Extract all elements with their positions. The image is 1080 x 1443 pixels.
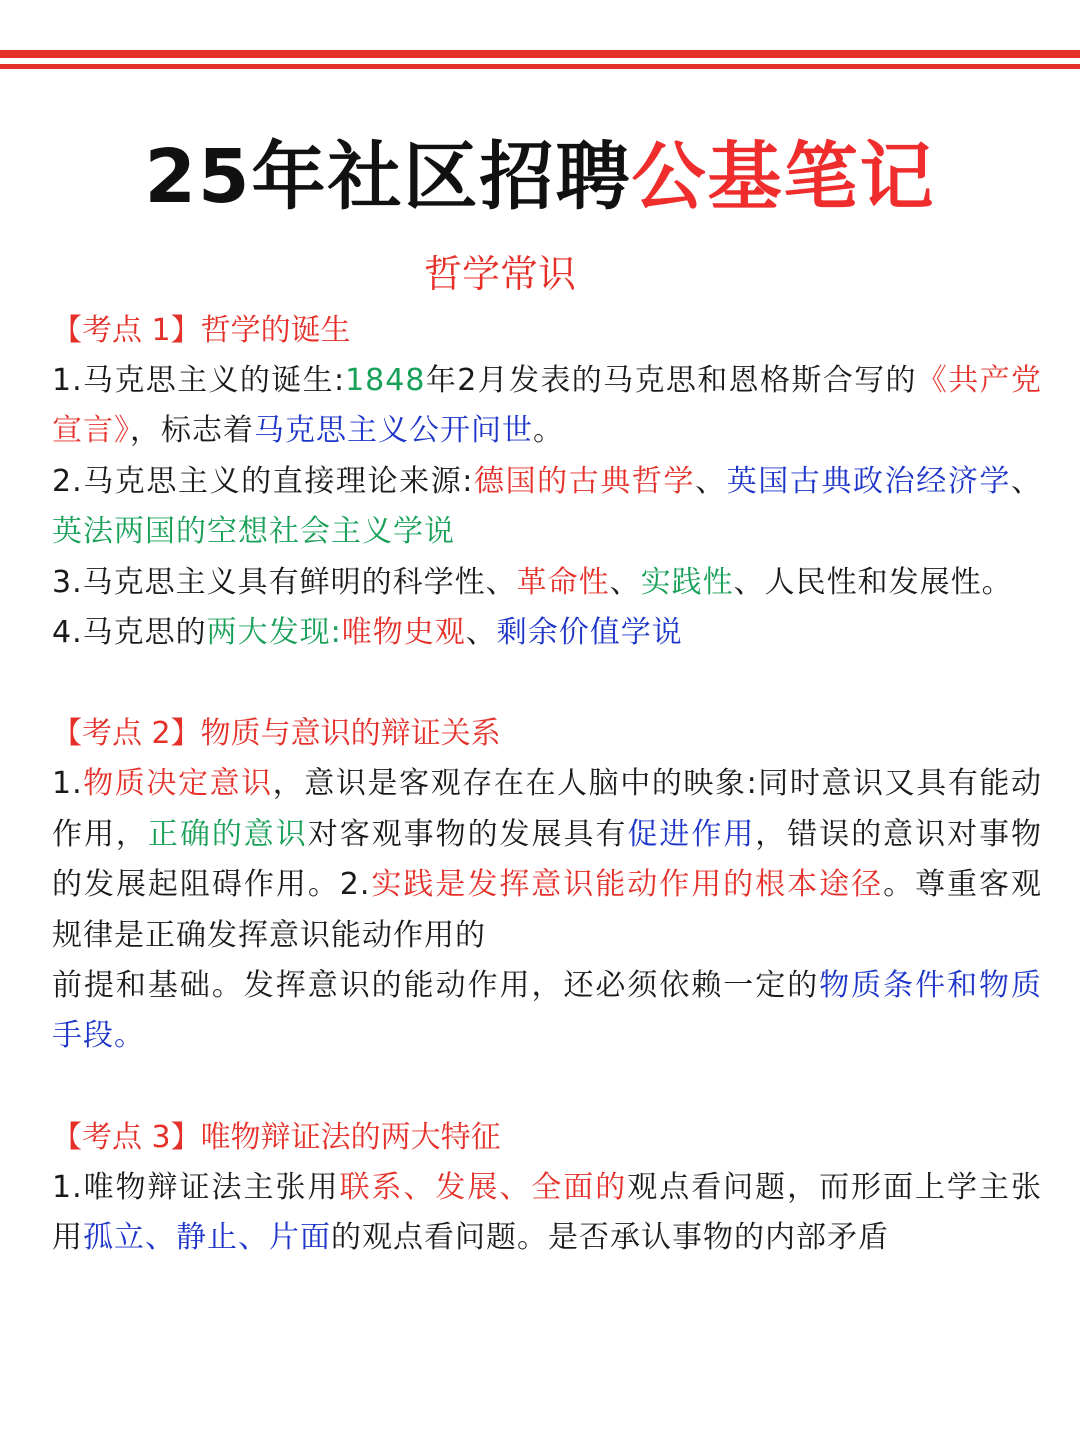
note-paragraph [52,759,1042,961]
text-segment: 、 [609,564,641,600]
text-segment: 1848 [345,363,426,398]
text-segment: 前提和基础。发挥意识的能动作用，还必须依赖一定的 [52,968,820,1004]
text-segment: 、 [465,615,497,651]
note-paragraph [52,457,1042,558]
text-segment: 。尊重客观规律是正确发挥意识能动作用的 [52,867,1043,953]
text-segment: 实践是发挥意识能动作用的根本途径 [370,867,884,903]
text-segment: 3.马克思主义具有鲜明的科学性、 [52,564,517,600]
title-part-1: 25年社区招聘 [144,134,632,220]
text-segment: 德国的古典哲学 [473,463,696,499]
text-segment: 联系、发展、全面的 [339,1169,628,1205]
text-segment: 观点看问题，而形面上学主张用 [52,1169,1042,1256]
text-segment: 的观点看问题。是否承认事物的内部矛盾 [331,1220,889,1256]
text-segment: 、 [1011,463,1043,499]
text-segment: 、人民性和发展性。 [733,564,1013,600]
section-gap [52,658,1042,709]
text-segment: 唯物史观 [341,615,466,651]
section-subtitle: 哲学常识 [423,252,576,296]
text-segment: 4.马克思的 [52,615,207,651]
text-segment: 英法两国的空想社会主义学说 [52,514,455,550]
text-segment: 1. [52,766,83,802]
text-segment: ，意识是客观存在在人脑中的映象:同时意识又具有能动作用， [52,766,1042,852]
text-segment: 《共产党宣言》 [52,363,1043,449]
text-segment: 物质决定意识 [82,766,273,802]
notes-content [52,306,1042,1264]
text-segment: 两大发现: [206,615,342,651]
text-segment: 。 [533,413,564,449]
text-segment: 。 [114,1018,145,1054]
text-segment: 1.马克思主义的诞生: [52,363,346,398]
text-segment: 正确的意识 [147,816,308,852]
text-segment: ，错误的意识对事物的发展起阻碍作用。2. [52,816,1043,903]
text-segment: 促进作用 [627,816,756,852]
text-segment: 2.马克思主义的直接理论来源: [52,463,474,499]
note-paragraph [52,558,1042,608]
text-segment: 1.唯物辩证法主张用 [52,1169,340,1205]
section-heading: 【考点 1】哲学的诞生 [52,313,351,348]
text-segment: 剩余价值学说 [496,615,683,651]
stripe-bottom [0,64,1080,69]
title-part-2: 公基笔记 [631,134,936,220]
text-segment: 孤立、静止、片面 [83,1220,331,1256]
text-segment: 、 [695,463,727,499]
text-segment: 年2月发表的马克思和恩格斯合写的 [425,363,917,398]
page-title [0,132,1080,222]
text-segment: 革命性 [516,564,610,600]
text-segment: 马克思主义公开问世 [254,413,533,449]
note-paragraph [52,356,1042,457]
note-paragraph [52,961,1042,1062]
header-stripes [0,50,1080,75]
section-heading: 【考点 3】唯物辩证法的两大特征 [52,1119,501,1155]
text-segment: ，标志着 [130,413,254,449]
text-segment: 实践性 [640,564,734,600]
stripe-top [0,50,1080,58]
text-segment: 物质条件和物质手段 [52,968,1043,1054]
section-gap [52,1062,1042,1113]
note-paragraph [52,1163,1042,1264]
text-segment: 英国古典政治经济学 [726,463,1012,499]
section-heading: 【考点 2】物质与意识的辩证关系 [52,716,501,752]
note-paragraph [52,608,1042,658]
text-segment: 对客观事物的发展具有 [307,816,628,852]
